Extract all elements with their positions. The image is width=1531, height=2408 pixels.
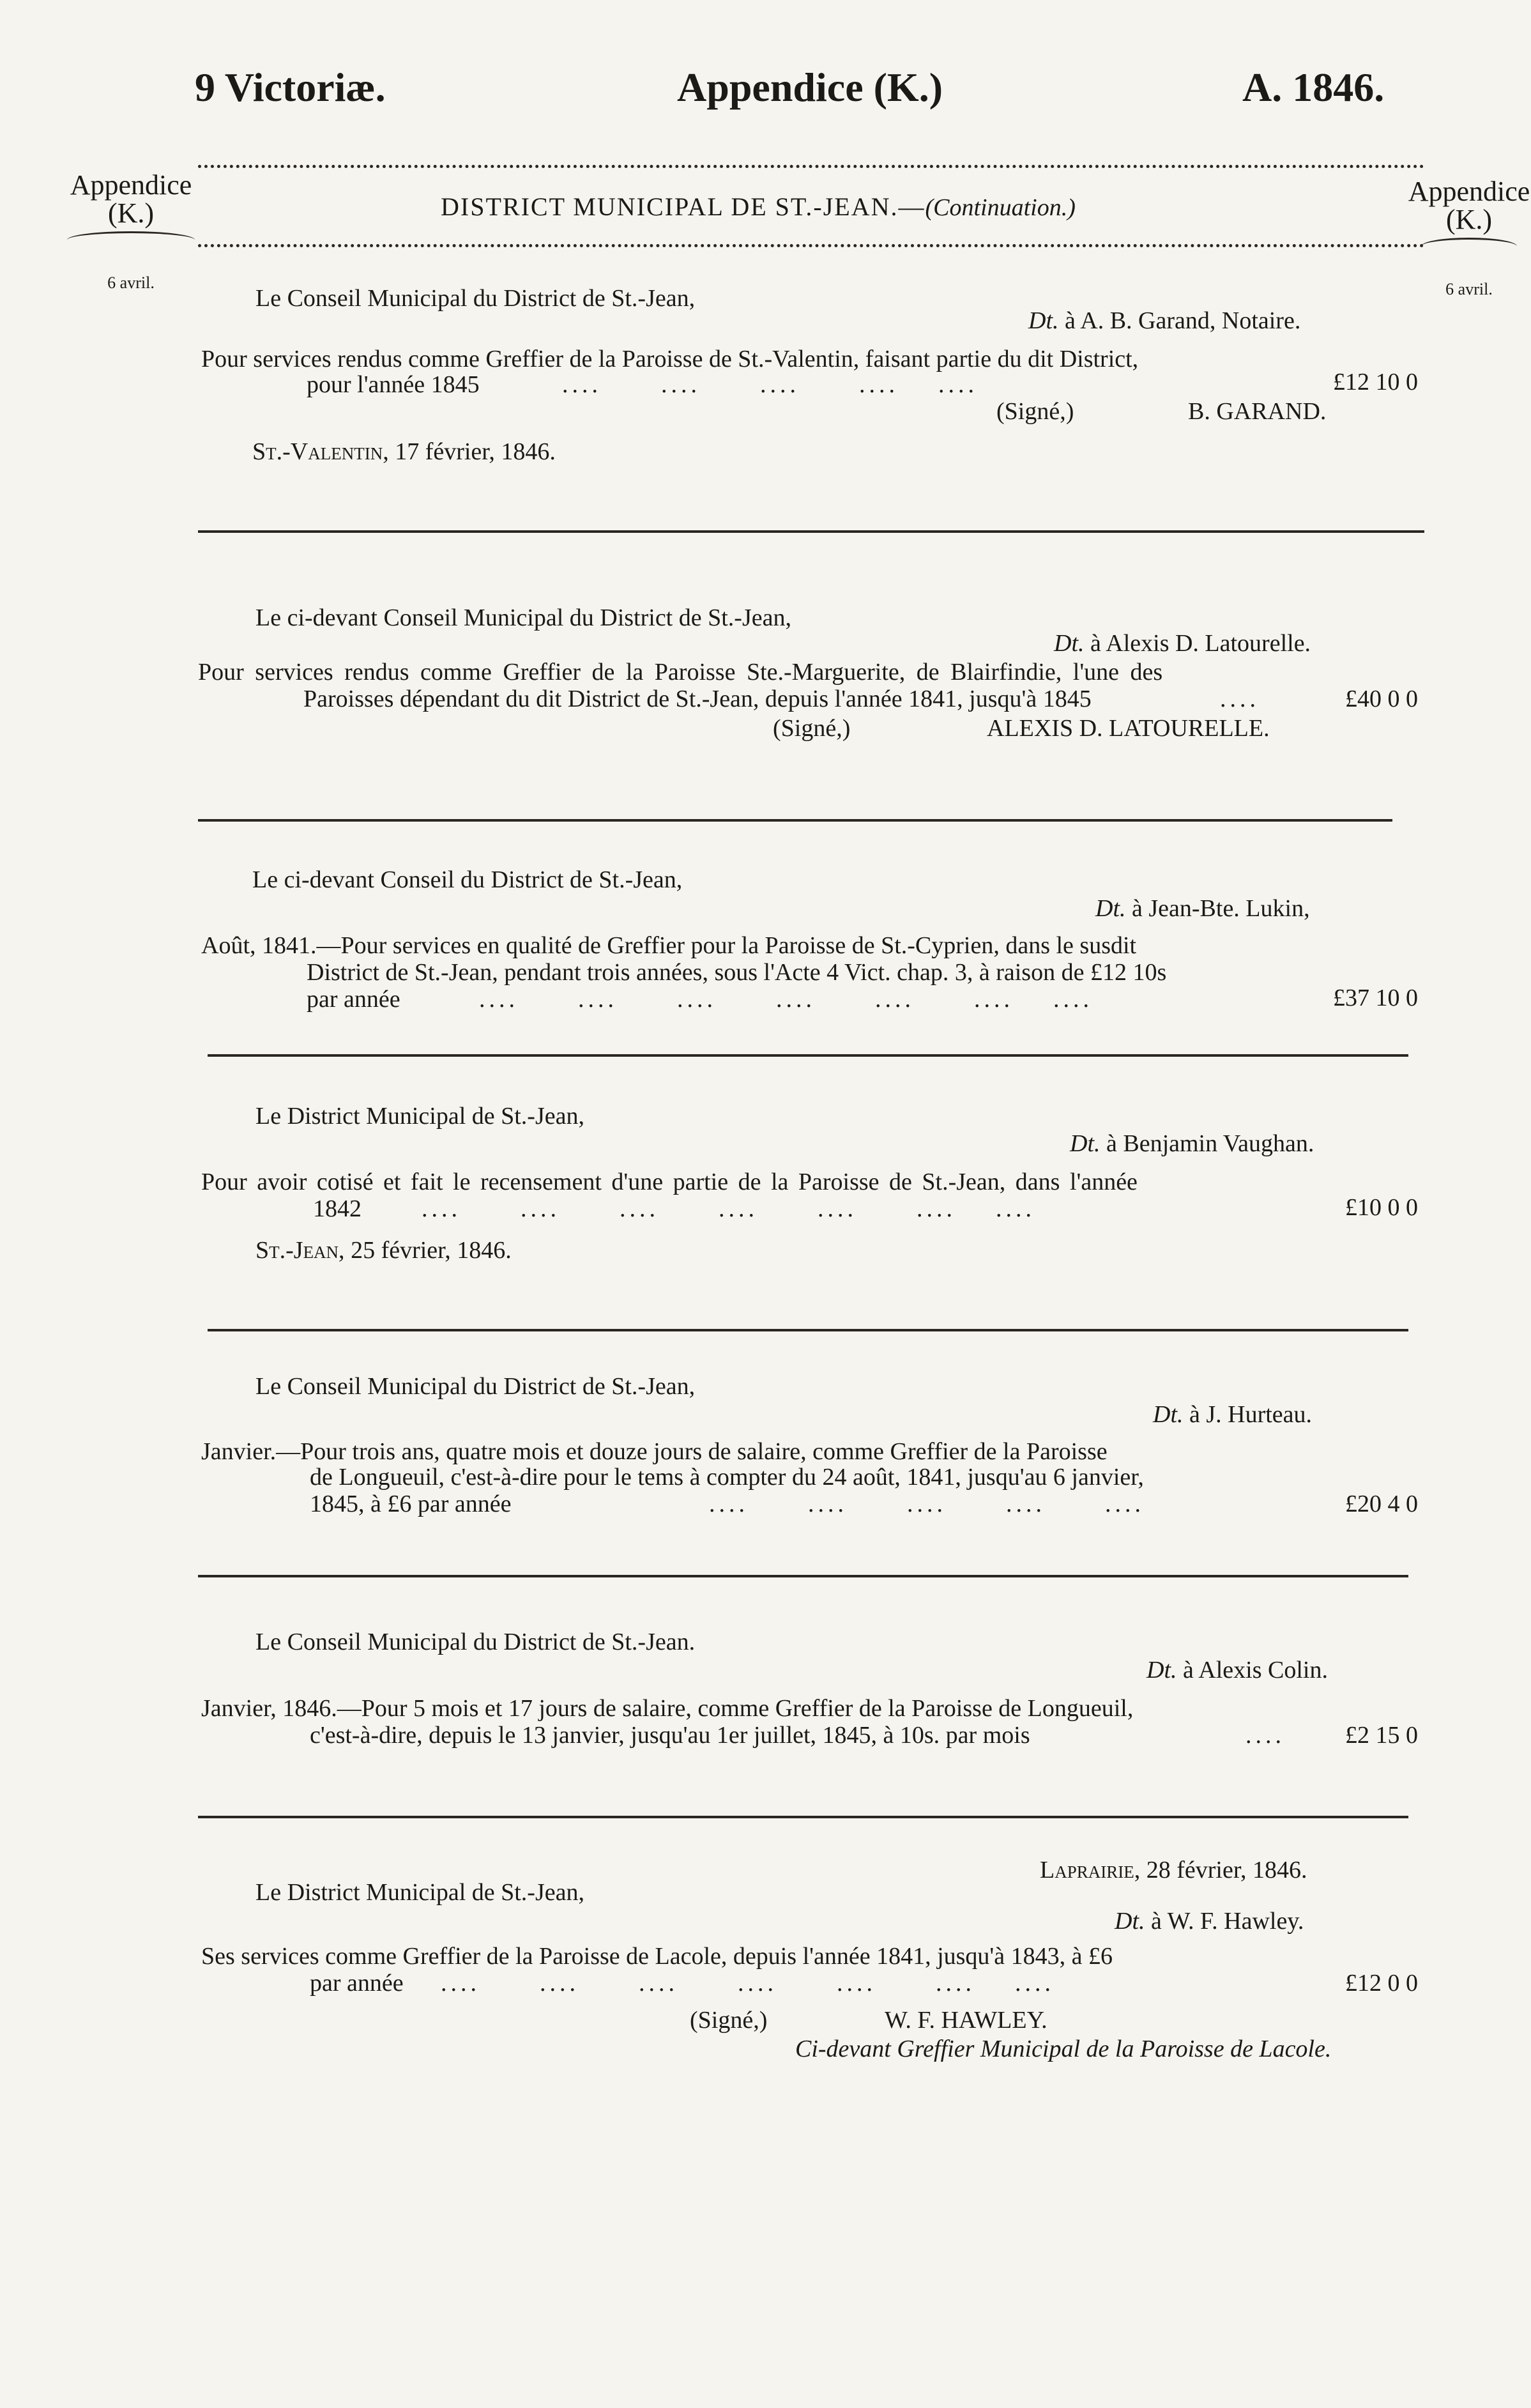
- entry-place-date: [1040, 1856, 1307, 1884]
- entry-place-date: [252, 438, 556, 466]
- margin-date: 6 avril.: [1445, 280, 1493, 298]
- place: St.-Valentin,: [252, 438, 389, 465]
- creditor-name: à W. F. Hawley.: [1151, 1908, 1304, 1935]
- dot-leader: ....: [1245, 1722, 1285, 1749]
- entry-line: Paroisses dépendant du dit District de St.-Jean, depuis l'année 1841, jusqu'à 1845: [303, 686, 1092, 712]
- header-year: A. 1846.: [1242, 65, 1385, 110]
- entry-addressee: Le Conseil Municipal du District de St.-Jean,: [255, 1373, 696, 1400]
- entry-place-date: [255, 1236, 512, 1264]
- date: 17 février, 1846.: [395, 438, 556, 465]
- signature: B. GARAND.: [1188, 398, 1327, 425]
- margin-label-bottom: (K.): [1445, 204, 1493, 235]
- entry-divider: [198, 819, 1392, 822]
- entry-addressee: Le District Municipal de St.-Jean,: [255, 1879, 584, 1906]
- section-title-continuation: (Continuation.): [925, 194, 1076, 221]
- date: 28 février, 1846.: [1146, 1857, 1307, 1883]
- entry-amount: £20 4 0: [1345, 1491, 1418, 1517]
- signature: W. F. HAWLEY.: [885, 2007, 1047, 2034]
- entry-creditor: [1146, 1656, 1328, 1684]
- entry-addressee: Le ci-devant Conseil Municipal du District de St.-Jean,: [255, 604, 791, 631]
- creditor-name: à Alexis D. Latourelle.: [1090, 630, 1311, 657]
- place: St.-Jean,: [255, 1237, 345, 1264]
- entry-line: pour l'année 1845: [307, 371, 480, 398]
- entry-line: Pour avoir cotisé et fait le recensement d'une partie de la Paroisse de St.-Jean, dans l'année: [201, 1169, 1138, 1195]
- entry-divider: [208, 1329, 1408, 1331]
- date: 25 février, 1846.: [351, 1237, 512, 1264]
- entry-line: c'est-à-dire, depuis le 13 janvier, jusqu'au 1er juillet, 1845, à 10s. par mois: [310, 1722, 1030, 1749]
- entry-divider: [208, 1054, 1408, 1057]
- header-regnal-year: 9 Victoriæ.: [195, 65, 386, 110]
- entry-line: par année: [310, 1970, 404, 1997]
- signature: ALEXIS D. LATOURELLE.: [987, 715, 1270, 742]
- section-title: [441, 192, 1076, 222]
- entry-creditor: [1054, 629, 1311, 657]
- creditor-prefix: Dt.: [1146, 1657, 1177, 1683]
- entry-divider: [198, 530, 1424, 533]
- title-rule-top: [198, 165, 1424, 168]
- entry-amount: £37 10 0: [1333, 985, 1418, 1011]
- margin-label-bottom: (K.): [107, 197, 155, 229]
- entry-line: 1842: [313, 1195, 362, 1222]
- dot-leader: ....: [1220, 686, 1260, 712]
- place: Laprairie,: [1040, 1857, 1141, 1883]
- entry-amount: £12 0 0: [1345, 1970, 1418, 1997]
- entry-line: Pour services rendus comme Greffier de la Paroisse Ste.-Marguerite, de Blairfindie, l'une des: [198, 659, 1163, 686]
- margin-note-left: [57, 171, 204, 297]
- creditor-prefix: Dt.: [1028, 307, 1059, 334]
- section-title-main: DISTRICT MUNICIPAL DE ST.-JEAN.—: [441, 192, 925, 221]
- creditor-prefix: Dt.: [1070, 1130, 1101, 1157]
- entry-divider: [198, 1816, 1408, 1818]
- entry-line: District de St.-Jean, pendant trois années, sous l'Acte 4 Vict. chap. 3, à raison de £12 10s: [307, 959, 1167, 986]
- dot-leader: .... .... .... .... .... .... ....: [479, 986, 1093, 1013]
- creditor-prefix: Dt.: [1054, 630, 1085, 657]
- entry-line: Janvier.—Pour trois ans, quatre mois et douze jours de salaire, comme Greffier de la Paroisse: [201, 1438, 1108, 1465]
- creditor-name: à J. Hurteau.: [1189, 1401, 1313, 1428]
- signed-label: (Signé,): [773, 715, 851, 742]
- entry-addressee: Le ci-devant Conseil du District de St.-Jean,: [252, 866, 683, 893]
- entry-amount: £12 10 0: [1333, 369, 1418, 395]
- margin-brace: [67, 231, 195, 249]
- entry-line: Pour services rendus comme Greffier de la Paroisse de St.-Valentin, faisant partie du dit District,: [201, 346, 1139, 372]
- creditor-prefix: Dt.: [1153, 1401, 1184, 1428]
- entry-creditor: [1028, 307, 1300, 335]
- entry-creditor: [1153, 1400, 1312, 1429]
- creditor-name: à Jean-Bte. Lukin,: [1132, 895, 1310, 922]
- dot-leader: .... .... .... .... ....: [562, 371, 978, 398]
- creditor-prefix: Dt.: [1095, 895, 1126, 922]
- entry-line: par année: [307, 986, 400, 1013]
- entry-divider: [198, 1575, 1408, 1577]
- entry-amount: £2 15 0: [1345, 1722, 1418, 1749]
- signed-label: (Signé,): [690, 2007, 768, 2034]
- creditor-name: à Benjamin Vaughan.: [1106, 1130, 1314, 1157]
- entry-line: Ses services comme Greffier de la Paroisse de Lacole, depuis l'année 1841, jusqu'à 1843, à £6: [201, 1943, 1113, 1970]
- entry-line: 1845, à £6 par année: [310, 1491, 512, 1517]
- entry-line: de Longueuil, c'est-à-dire pour le tems à compter du 24 août, 1841, jusqu'au 6 janvier,: [310, 1464, 1144, 1491]
- signed-label: (Signé,): [996, 398, 1074, 425]
- entry-creditor: [1115, 1907, 1304, 1935]
- entry-amount: £40 0 0: [1345, 686, 1418, 712]
- dot-leader: .... .... .... .... .... .... ....: [441, 1970, 1055, 1997]
- signatory-title: Ci-devant Greffier Municipal de la Paroisse de Lacole.: [795, 2036, 1332, 2062]
- creditor-name: à A. B. Garand, Notaire.: [1065, 307, 1301, 334]
- margin-date: 6 avril.: [107, 273, 155, 292]
- entry-addressee: Le Conseil Municipal du District de St.-Jean.: [255, 1629, 696, 1655]
- entry-line: Janvier, 1846.—Pour 5 mois et 17 jours de salaire, comme Greffier de la Paroisse de Longueuil,: [201, 1695, 1134, 1722]
- margin-label-top: Appendice: [1408, 176, 1530, 207]
- entry-addressee: Le District Municipal de St.-Jean,: [255, 1103, 584, 1130]
- title-rule-bottom: [198, 244, 1424, 247]
- header-appendix: Appendice (K.): [677, 65, 943, 110]
- entry-addressee: Le Conseil Municipal du District de St.-Jean,: [255, 285, 696, 312]
- margin-label-top: Appendice: [70, 169, 192, 201]
- margin-note-right: [1405, 178, 1531, 303]
- entry-amount: £10 0 0: [1345, 1194, 1418, 1221]
- dot-leader: .... .... .... .... ....: [709, 1491, 1145, 1517]
- entry-line: Août, 1841.—Pour services en qualité de Greffier pour la Paroisse de St.-Cyprien, dans le susdit: [201, 932, 1137, 959]
- creditor-prefix: Dt.: [1115, 1908, 1145, 1935]
- dot-leader: .... .... .... .... .... .... ....: [422, 1195, 1035, 1222]
- creditor-name: à Alexis Colin.: [1183, 1657, 1328, 1683]
- entry-creditor: [1070, 1130, 1314, 1158]
- margin-brace: [1421, 238, 1517, 255]
- entry-creditor: [1095, 894, 1310, 923]
